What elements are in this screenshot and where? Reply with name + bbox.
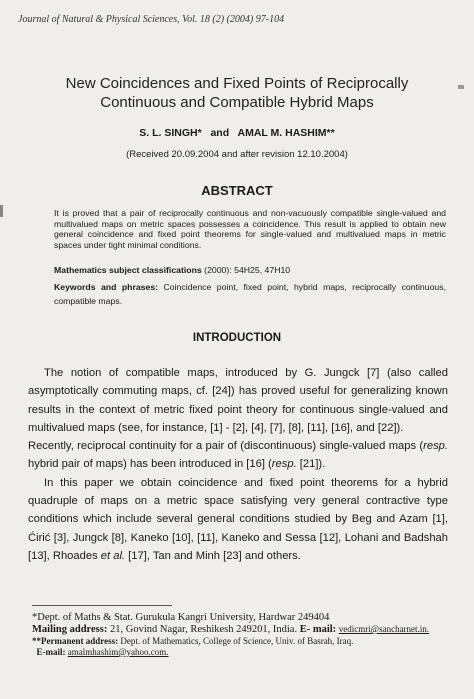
footnote-rule [32, 605, 172, 606]
abstract-text: It is proved that a pair of reciprocally continuous and non-vacuously compatible single-valued and multivalued maps on metric spaces possesses a coincidence. This result is applied to obtain new general coincidence and fixed point theorems for single-valued and multivalued maps in metric spaces under tight minimal conditions. [54, 208, 446, 250]
intro-paragraph-1: The notion of compatible maps, introduced by G. Jungck [7] (also called asymptotically commuting maps, cf. [24]) has proved useful for generalizing known results in the context of metric fixed point theory for continuous single-valued and multivalued maps (see, for instance, [1] - [2], [4], [7], [8], [11], [16], and [22]). [28, 367, 448, 434]
text-run: hybrid pair of maps) has been introduced in [16] ( [28, 458, 272, 471]
scan-edge-mark [458, 85, 464, 89]
permanent-label: **Permanent address: [32, 636, 119, 646]
author-2: AMAL M. HASHIM** [237, 127, 335, 139]
introduction-heading: INTRODUCTION [192, 332, 282, 344]
intro-paragraph-2 [28, 437, 448, 474]
email-link-2[interactable]: amalmhashim@yahoo.com. [67, 647, 169, 657]
italic-run: et al. [100, 549, 126, 562]
title-line: Continuous and Compatible Hybrid Maps [100, 94, 374, 111]
text-run: Recently, reciprocal continuity for a pair of (discontinuous) single-valued maps ( [28, 440, 424, 453]
mailing-label: Mailing address: [32, 624, 108, 635]
received-date: (Received 20.09.2004 and after revision 12.10.2004) [126, 149, 348, 160]
keywords-value: Coincidence point, fixed point, hybrid maps, reciprocally continuous, compatible maps. [54, 282, 446, 306]
footnote-permanent [32, 636, 462, 647]
email-colon: : [332, 624, 339, 635]
scan-edge-mark [0, 205, 3, 217]
italic-run: resp. [423, 440, 448, 453]
paper-title [40, 74, 434, 112]
text-run: [21]). [296, 458, 326, 471]
introduction-body [28, 364, 448, 565]
intro-paragraph-3 [28, 474, 448, 565]
keywords-label: Keywords and phrases: [54, 282, 159, 292]
title-line: New Coincidences and Fixed Points of Reciprocally [65, 75, 409, 92]
text-run: [17], Tan and Minh [23] and others. [125, 549, 301, 562]
email-label: E- mail [299, 624, 333, 635]
mailing-address: 21, Govind Nagar, Reshikesh 249201, India. [107, 624, 300, 635]
email-link-1[interactable]: vedicmri@sancharnet.in. [338, 624, 430, 634]
footnote-affiliation: *Dept. of Maths & Stat. Gurukula Kangri University, Hardwar 249404 [32, 612, 330, 623]
italic-run: resp. [271, 458, 297, 471]
permanent-address: Dept. of Mathematics, College of Science, Univ. of Basrah, Iraq. [118, 636, 354, 646]
msc-value: (2000): 54H25, 47H10 [204, 265, 291, 275]
footnote-mailing [32, 624, 462, 636]
authors [0, 127, 474, 139]
text-run: In this paper we obtain coincidence and fixed point theorems for a hybrid quadruple of maps on a metric space satisfying very general contractive type conditions which include several general conditions studied by Beg and Azam [1], Ćirić [3], Jungck [8], Kaneko [10], [11], Kaneko and Sessa [12], Lohani and Badshah [13], Rhoades [28, 476, 448, 562]
author-separator: and [210, 127, 230, 139]
msc-line [54, 265, 446, 275]
footnote-email [32, 647, 462, 658]
journal-header: Journal of Natural & Physical Sciences, Vol. 18 (2) (2004) 97-104 [18, 14, 285, 25]
footnotes [32, 612, 462, 658]
abstract-heading: ABSTRACT [201, 183, 273, 198]
msc-label: Mathematics subject classifications [54, 265, 202, 275]
keywords-line [54, 280, 446, 308]
email-label-2: E-mail: [36, 647, 66, 657]
author-1: S. L. SINGH* [139, 127, 202, 139]
